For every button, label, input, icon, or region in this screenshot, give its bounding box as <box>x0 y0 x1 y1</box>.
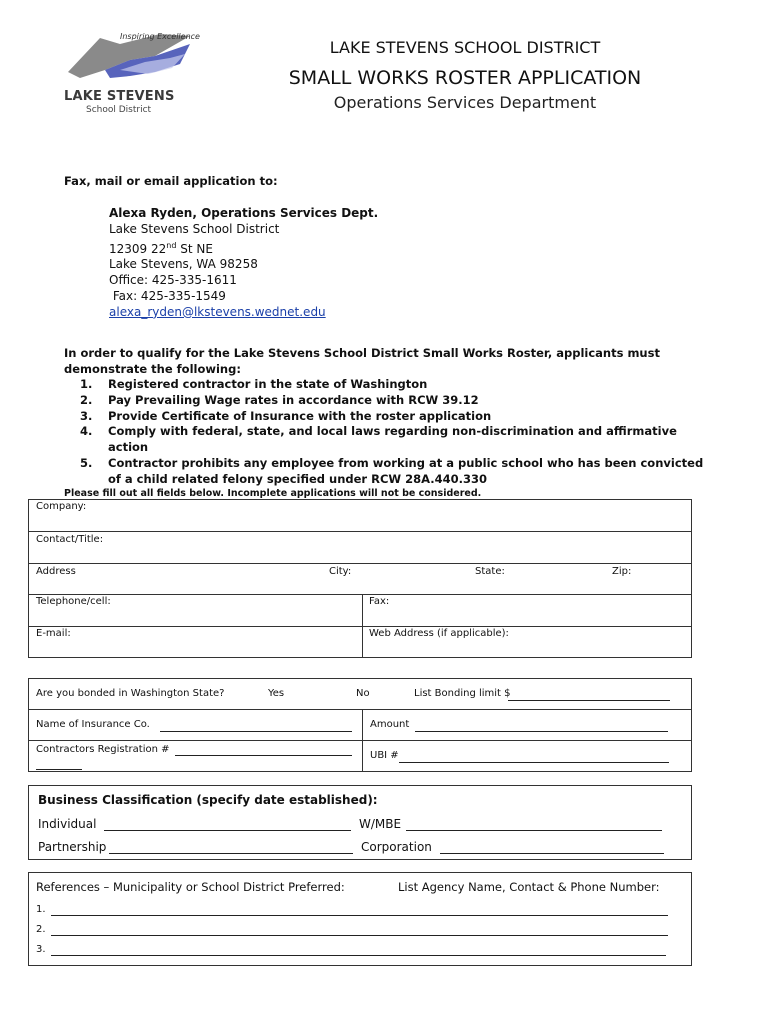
email-web-row <box>29 627 691 657</box>
divider <box>362 710 363 771</box>
phone-label: Telephone/cell: <box>36 596 111 607</box>
fax-number: Fax: 425-335-1549 <box>109 288 226 303</box>
mailing-address <box>109 206 378 321</box>
bonded-label: Are you bonded in Washington State? <box>36 688 225 699</box>
contact-info-form <box>28 499 692 658</box>
reference-1-label: 1. <box>36 904 46 915</box>
send-heading: Fax, mail or email application to: <box>64 174 278 188</box>
classification-heading: Business Classification (specify date established): <box>38 793 378 807</box>
requirements-list <box>80 377 720 488</box>
amount-line[interactable] <box>415 731 668 732</box>
wmbe-label: W/MBE <box>359 817 402 831</box>
intro-text: In order to qualify for the Lake Stevens School District Small Works Roster, applicants must demonstrate the following: <box>64 346 660 376</box>
partnership-line[interactable] <box>109 853 353 854</box>
logo-name: LAKE STEVENS <box>64 89 175 104</box>
fax-label: Fax: <box>369 596 390 607</box>
bonding-limit-label: List Bonding limit $ <box>414 688 511 699</box>
state-label: State: <box>475 566 505 577</box>
logo-tagline: Inspiring Excellence <box>120 32 200 41</box>
registration-line-2[interactable] <box>36 769 82 770</box>
email-label: E-mail: <box>36 628 71 639</box>
company-field[interactable] <box>29 500 691 532</box>
email-link[interactable]: alexa_ryden@lkstevens.wednet.edu <box>109 304 326 319</box>
district-heading: LAKE STEVENS SCHOOL DISTRICT <box>329 38 601 57</box>
registration-line[interactable] <box>175 755 352 756</box>
references-form <box>28 872 692 966</box>
city-label: City: <box>329 566 352 577</box>
department-heading: Operations Services Department <box>333 93 597 112</box>
requirement-item: 4. Comply with federal, state, and local laws regarding non-discrimination and affirmative action <box>80 424 677 455</box>
insurance-line[interactable] <box>160 731 352 732</box>
ubi-label: UBI # <box>370 750 399 761</box>
ubi-line[interactable] <box>399 762 669 763</box>
wmbe-line[interactable] <box>406 830 662 831</box>
reference-2-line[interactable] <box>51 935 668 936</box>
contact-name: Alexa Ryden, Operations Services Dept. <box>109 206 379 220</box>
requirement-item: 2. Pay Prevailing Wage rates in accordance with RCW 39.12 <box>80 392 479 407</box>
bonding-insurance-form <box>28 678 692 772</box>
corporation-label: Corporation <box>361 840 432 854</box>
bonded-no[interactable]: No <box>356 688 370 699</box>
individual-label: Individual <box>38 817 97 831</box>
amount-label: Amount <box>370 719 410 730</box>
corporation-line[interactable] <box>440 853 664 854</box>
web-label: Web Address (if applicable): <box>369 628 509 639</box>
reference-2-label: 2. <box>36 924 46 935</box>
street-address: 12309 22nd St NE <box>109 240 213 256</box>
city-line: Lake Stevens, WA 98258 <box>109 257 258 272</box>
phone-fax-row <box>29 595 691 627</box>
references-heading: References – Municipality or School District Preferred: <box>36 880 345 894</box>
requirement-item: 1. Registered contractor in the state of Washington <box>80 377 428 391</box>
insurance-label: Name of Insurance Co. <box>36 719 150 730</box>
reference-3-line[interactable] <box>51 955 666 956</box>
bonded-yes[interactable]: Yes <box>268 688 285 699</box>
registration-row <box>29 741 691 771</box>
page-title: SMALL WORKS ROSTER APPLICATION <box>288 67 642 89</box>
contact-title-field[interactable] <box>29 532 691 564</box>
zip-label: Zip: <box>612 566 632 577</box>
reference-1-line[interactable] <box>51 915 668 916</box>
logo-subtitle: School District <box>86 105 152 115</box>
insurance-row <box>29 710 691 741</box>
instruction-note: Please fill out all fields below. Incomplete applications will not be considered. <box>64 488 482 499</box>
address-field[interactable] <box>29 564 691 595</box>
address-label: Address <box>36 566 76 577</box>
requirement-item: 3. Provide Certificate of Insurance with the roster application <box>80 408 492 423</box>
references-instructions: List Agency Name, Contact & Phone Number: <box>398 880 660 894</box>
org-name: Lake Stevens School District <box>109 221 280 236</box>
requirement-item: 5. Contractor prohibits any employee from working at a public school who has been convicted of a child related felony specified under RCW 28A.440.330 <box>80 455 704 486</box>
divider <box>362 595 363 657</box>
registration-label: Contractors Registration # <box>36 744 170 755</box>
business-classification-form <box>28 785 692 860</box>
bonded-row <box>29 679 691 710</box>
reference-3-label: 3. <box>36 944 46 955</box>
contact-title-label: Contact/Title: <box>36 534 104 545</box>
company-label: Company: <box>36 501 87 512</box>
partnership-label: Partnership <box>38 840 107 854</box>
individual-line[interactable] <box>104 830 351 831</box>
office-phone: Office: 425-335-1611 <box>109 273 237 288</box>
bonding-limit-line[interactable] <box>508 700 670 701</box>
